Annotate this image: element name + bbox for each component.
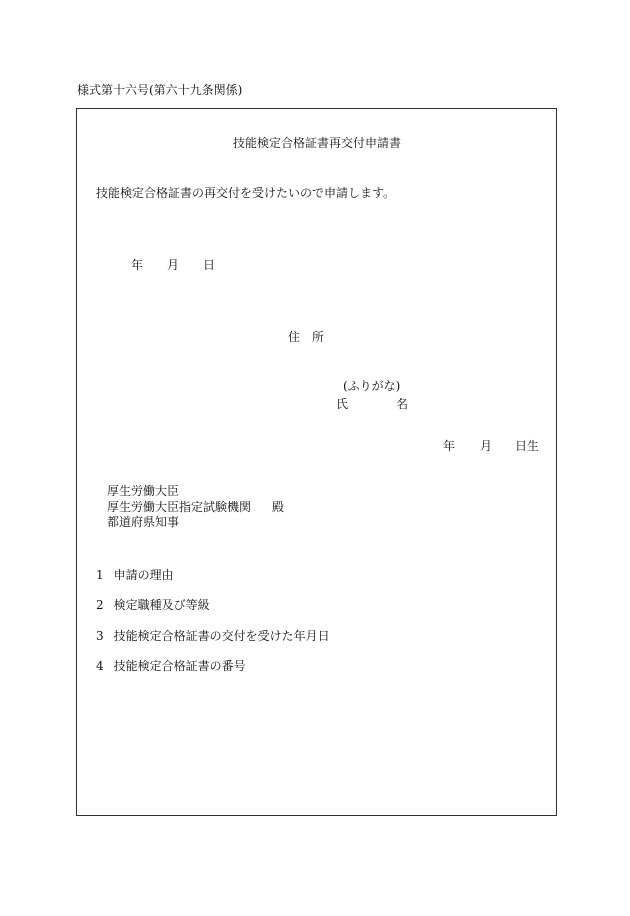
addressee: 都道府県知事: [107, 515, 180, 529]
item-label: 技能検定合格証書の番号: [113, 659, 246, 673]
form-number: 様式第十六号(第六十九条関係): [77, 83, 243, 97]
name-given-label: 名: [396, 397, 409, 411]
item-label: 申請の理由: [113, 568, 174, 582]
date-year: 年: [131, 258, 144, 272]
date-day: 日: [203, 258, 216, 272]
item-3: [96, 629, 330, 643]
birth-year: 年: [443, 439, 456, 453]
statement: 技能検定合格証書の再交付を受けたいので申請します。: [96, 186, 396, 200]
item-label: 検定職種及び等級: [113, 598, 210, 612]
honorific: 殿: [272, 500, 285, 514]
item-number: 2: [96, 598, 104, 612]
birth-month: 月: [480, 439, 493, 453]
name-surname-label: 氏: [336, 397, 349, 411]
item-number: 3: [96, 629, 104, 643]
item-4: [96, 659, 246, 673]
addressee: 厚生労働大臣: [107, 484, 180, 498]
address-label: 住 所: [288, 330, 325, 344]
form-title: 技能検定合格証書再交付申請書: [232, 136, 401, 150]
item-label: 技能検定合格証書の交付を受けた年月日: [113, 629, 330, 643]
furigana-label: (ふりがな): [343, 379, 401, 393]
item-2: [96, 598, 210, 612]
form-frame: [76, 108, 557, 816]
birth-day: 日生: [515, 439, 540, 453]
item-1: [96, 568, 174, 582]
date-month: 月: [167, 258, 180, 272]
item-number: 1: [96, 568, 104, 582]
addressee: 厚生労働大臣指定試験機関: [107, 500, 252, 514]
item-number: 4: [96, 659, 104, 673]
